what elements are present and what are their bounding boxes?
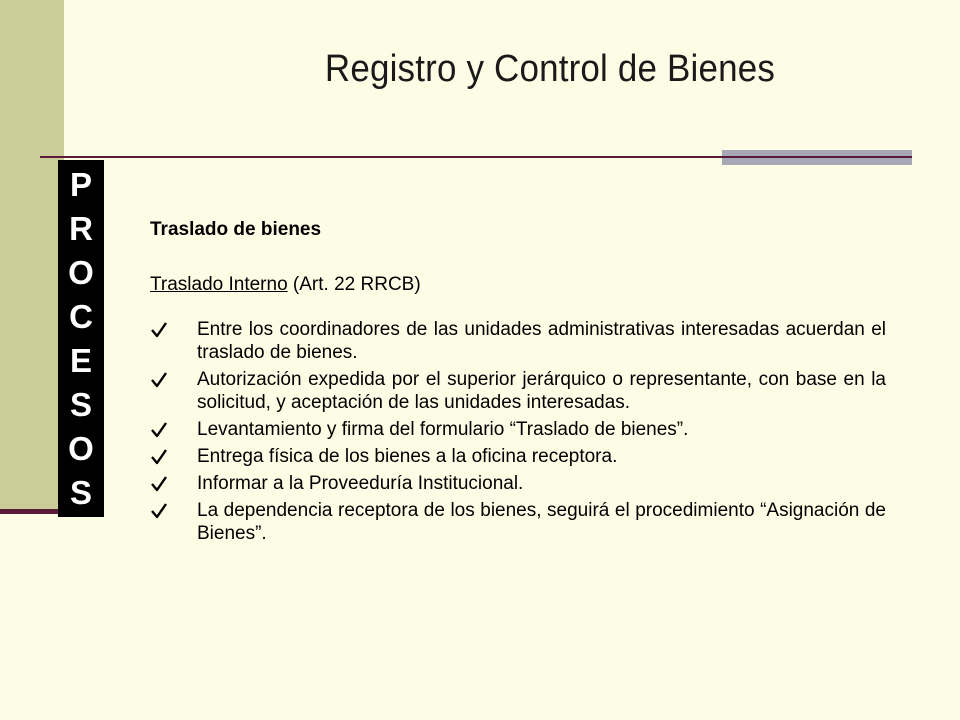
checkmark-icon	[150, 371, 168, 389]
list-item-text: Autorización expedida por el superior jerárquico o representante, con base en la solicitud, y aceptación de las unidades interesadas.	[197, 369, 886, 413]
list-item-text: La dependencia receptora de los bienes, seguirá el procedimiento “Asignación de Bienes”.	[197, 500, 886, 544]
procesos-letter: P	[69, 165, 92, 203]
procesos-letter: C	[69, 297, 93, 335]
procesos-letter: O	[68, 430, 94, 468]
slide-content	[150, 218, 886, 549]
procedure-list	[150, 318, 886, 545]
procesos-letter: E	[69, 342, 92, 380]
list-item-text: Informar a la Proveeduría Institucional.	[197, 473, 524, 494]
checkmark-icon	[150, 321, 168, 339]
checkmark-icon	[150, 502, 168, 520]
procesos-letter: S	[69, 386, 92, 424]
subheading-underlined: Traslado Interno	[150, 274, 288, 295]
procesos-letter: S	[69, 474, 92, 512]
list-item	[150, 499, 886, 545]
checkmark-icon	[150, 421, 168, 439]
list-item	[150, 368, 886, 414]
procesos-vertical-label	[58, 160, 104, 517]
title-area	[0, 0, 960, 120]
left-band-bottom-line	[0, 509, 64, 514]
list-item-text: Levantamiento y firma del formulario “Traslado de bienes”.	[197, 419, 689, 440]
procesos-letter: O	[68, 253, 94, 291]
subheading-reference: (Art. 22 RRCB)	[287, 274, 421, 295]
list-item	[150, 445, 886, 468]
list-item	[150, 318, 886, 364]
list-item	[150, 418, 886, 441]
rule-accent-line	[722, 156, 912, 158]
procesos-letter: R	[69, 209, 93, 247]
list-item-text: Entre los coordinadores de las unidades administrativas interesadas acuerdan el traslado de bienes.	[197, 319, 886, 363]
list-item	[150, 472, 886, 495]
page-title: Registro y Control de Bienes	[324, 48, 776, 90]
section-subheading	[150, 273, 886, 296]
list-item-text: Entrega física de los bienes a la oficina receptora.	[197, 446, 618, 467]
checkmark-icon	[150, 448, 168, 466]
section-heading: Traslado de bienes	[150, 219, 322, 240]
checkmark-icon	[150, 475, 168, 493]
